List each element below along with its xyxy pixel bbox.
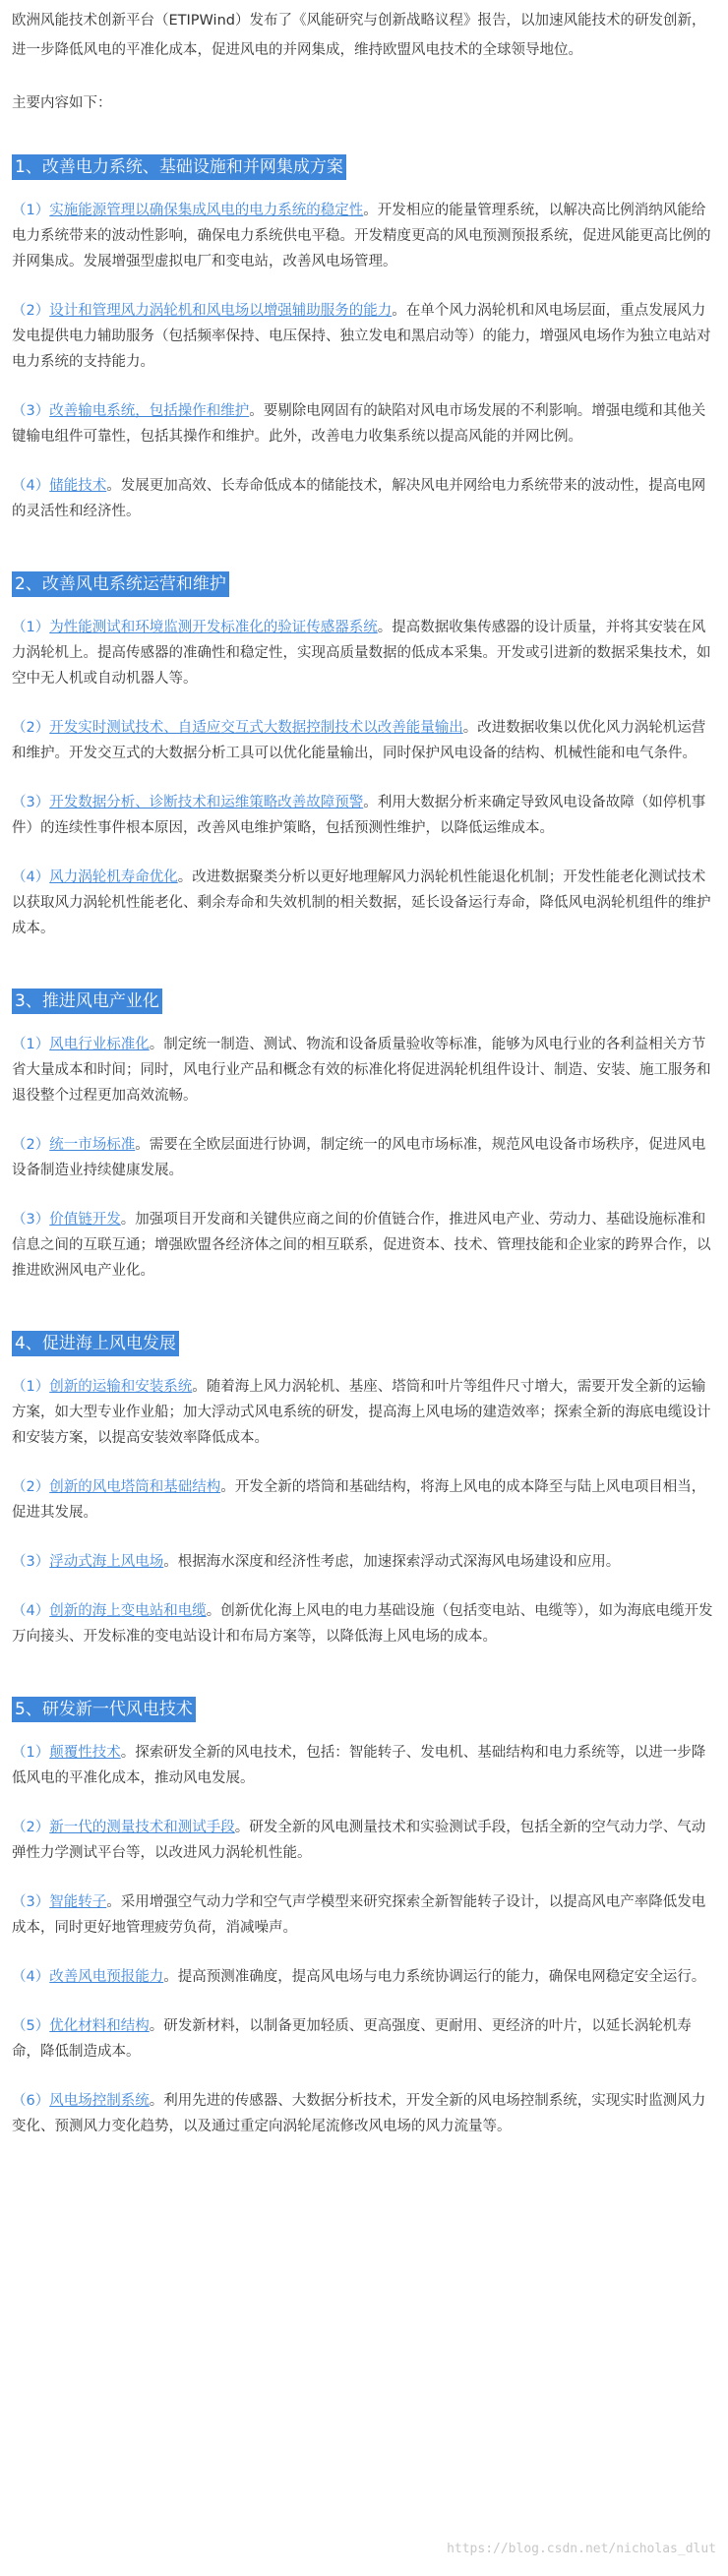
item-body: 。利用先进的传感器、大数据分析技术，开发全新的风电场控制系统，实现实时监测风力变化、预测风力变化趋势，以及通过重定向涡轮尾流修改风电场的风力流量等。 bbox=[12, 2092, 706, 2134]
item-body: 。发展更加高效、长寿命低成本的储能技术，解决风电并网给电力系统带来的波动性，提高电网的灵活性和经济性。 bbox=[12, 477, 706, 519]
item-body: 。改进数据聚类分析以更好地理解风力涡轮机性能退化机制；开发性能老化测试技术以获取风力涡轮机性能老化、剩余寿命和失效机制的相关数据，延长设备运行寿命，降低风电涡轮机组件的维护成本。 bbox=[12, 869, 711, 936]
item-title-link[interactable]: 价值链开发 bbox=[49, 1211, 121, 1228]
item-number: （3） bbox=[12, 1211, 50, 1228]
item-body: 。制定统一制造、测试、物流和设备质量验收等标准，能够为风电行业的各利益相关方节省大量成本和时间；同时，风电行业产品和概念有效的标准化将促进涡轮机组件设计、制造、安装、施工服务和退役整个过程更加高效流畅。 bbox=[12, 1036, 711, 1104]
item-body: 。提高数据收集传感器的设计质量，并将其安装在风力涡轮机上。提高传感器的准确性和稳定性，实现高质量数据的低成本采集。开发或引进新的数据采集技术，如空中无人机或自动机器人等。 bbox=[12, 619, 711, 687]
list-item bbox=[12, 865, 716, 941]
item-title-link[interactable]: 风电场控制系统 bbox=[49, 2092, 150, 2109]
list-item bbox=[12, 1032, 716, 1108]
section-heading: 1、改善电力系统、基础设施和并网集成方案 bbox=[12, 154, 346, 180]
item-body: 。在单个风力涡轮机和风电场层面，重点发展风力发电提供电力辅助服务（包括频率保持、电压保持、独立发电和黑启动等）的能力，增强风电场作为独立电站对电力系统的支持能力。 bbox=[12, 302, 711, 370]
list-item bbox=[12, 2088, 716, 2139]
item-title-link[interactable]: 智能转子 bbox=[49, 1893, 107, 1910]
item-body: 。加强项目开发商和关键供应商之间的价值链合作，推进风电产业、劳动力、基础设施标准和信息之间的互联互通；增强欧盟各经济体之间的相互联系，促进资本、技术、管理技能和企业家的跨界合作，以推进欧洲风电产业化。 bbox=[12, 1211, 711, 1279]
item-body: 。提高预测准确度，提高风电场与电力系统协调运行的能力，确保电网稳定安全运行。 bbox=[163, 1968, 706, 1985]
item-number: （4） bbox=[12, 1602, 50, 1619]
item-body: 。改进数据收集以优化风力涡轮机运营和维护。开发交互式的大数据分析工具可以优化能量输出，同时保护风电设备的结构、机械性能和电气条件。 bbox=[12, 719, 706, 761]
list-item bbox=[12, 1598, 716, 1649]
item-number: （1） bbox=[12, 1744, 50, 1761]
item-title-link[interactable]: 创新的运输和安装系统 bbox=[49, 1378, 193, 1395]
item-title-link[interactable]: 创新的风电塔筒和基础结构 bbox=[49, 1478, 221, 1495]
list-item bbox=[12, 1815, 716, 1866]
item-body: 。探索研发全新的风电技术，包括：智能转子、发电机、基础结构和电力系统等，以进一步降低风电的平准化成本，推动风电发展。 bbox=[12, 1744, 706, 1786]
item-title-link[interactable]: 开发数据分析、诊断技术和运维策略改善故障预警 bbox=[49, 794, 364, 810]
item-body: 。开发相应的能量管理系统，以解决高比例消纳风能给电力系统带来的波动性影响，确保电力系统供电平稳。开发精度更高的风电预测预报系统，促进风能更高比例的并网集成。发展增强型虚拟电厂和变电站，改善风电场管理。 bbox=[12, 202, 711, 270]
item-number: （5） bbox=[12, 2017, 50, 2034]
item-title-link[interactable]: 设计和管理风力涡轮机和风电场以增强辅助服务的能力 bbox=[49, 302, 393, 319]
list-item bbox=[12, 198, 716, 274]
sections-container bbox=[12, 131, 716, 2139]
list-item bbox=[12, 398, 716, 449]
item-title-link[interactable]: 浮动式海上风电场 bbox=[49, 1553, 164, 1570]
list-item bbox=[12, 1132, 716, 1183]
section-heading: 2、改善风电系统运营和维护 bbox=[12, 571, 229, 597]
section-heading: 4、促进海上风电发展 bbox=[12, 1331, 179, 1356]
item-number: （1） bbox=[12, 1036, 50, 1052]
item-body: 。开发全新的塔筒和基础结构，将海上风电的成本降至与陆上风电项目相当，促进其发展。 bbox=[12, 1478, 706, 1521]
list-item bbox=[12, 2013, 716, 2065]
item-body: 。创新优化海上风电的电力基础设施（包括变电站、电缆等），如为海底电缆开发万向接头、开发标准的变电站设计和布局方案等，以降低海上风电场的成本。 bbox=[12, 1602, 713, 1645]
lead-text: 主要内容如下： bbox=[12, 95, 112, 111]
item-title-link[interactable]: 新一代的测量技术和测试手段 bbox=[49, 1819, 235, 1835]
list-item bbox=[12, 1549, 716, 1575]
item-body: 。研发全新的风电测量技术和实验测试手段，包括全新的空气动力学、气动弹性力学测试平台等，以改进风力涡轮机性能。 bbox=[12, 1819, 706, 1861]
item-number: （4） bbox=[12, 1968, 50, 1985]
item-title-link[interactable]: 统一市场标准 bbox=[49, 1136, 136, 1153]
section-heading: 3、推进风电产业化 bbox=[12, 988, 162, 1014]
item-title-link[interactable]: 为性能测试和环境监测开发标准化的验证传感器系统 bbox=[49, 619, 378, 635]
item-number: （2） bbox=[12, 1136, 50, 1153]
item-title-link[interactable]: 实施能源管理以确保集成风电的电力系统的稳定性 bbox=[49, 202, 364, 218]
intro-paragraph: 欧洲风能技术创新平台（ETIPWind）发布了《风能研究与创新战略议程》报告，以加速风能技术的研发创新，进一步降低风电的平准化成本，促进风电的并网集成，维持欧盟风电技术的全球领导地位。 bbox=[12, 13, 706, 58]
item-number: （2） bbox=[12, 302, 50, 319]
list-item bbox=[12, 1964, 716, 1990]
list-item bbox=[12, 790, 716, 841]
item-title-link[interactable]: 开发实时测试技术、自适应交互式大数据控制技术以改善能量输出 bbox=[49, 719, 463, 736]
list-item bbox=[12, 298, 716, 375]
item-title-link[interactable]: 风电行业标准化 bbox=[49, 1036, 150, 1052]
item-title-link[interactable]: 改善风电预报能力 bbox=[49, 1968, 164, 1985]
item-title-link[interactable]: 颠覆性技术 bbox=[49, 1744, 121, 1761]
item-number: （2） bbox=[12, 1478, 50, 1495]
list-item bbox=[12, 1474, 716, 1526]
item-body: 。随着海上风力涡轮机、基座、塔筒和叶片等组件尺寸增大，需要开发全新的运输方案，如大型专业作业船；加大浮动式风电系统的研发，提高海上风电场的建造效率；探索全新的海底电缆设计和安装方案，以提高安装效率降低成本。 bbox=[12, 1378, 711, 1446]
item-number: （2） bbox=[12, 719, 50, 736]
item-body: 。研发新材料，以制备更加轻质、更高强度、更耐用、更经济的叶片，以延长涡轮机寿命，降低制造成本。 bbox=[12, 2017, 692, 2060]
item-title-link[interactable]: 改善输电系统，包括操作和维护 bbox=[49, 402, 250, 419]
item-number: （1） bbox=[12, 202, 50, 218]
item-number: （1） bbox=[12, 1378, 50, 1395]
item-number: （6） bbox=[12, 2092, 50, 2109]
item-title-link[interactable]: 储能技术 bbox=[49, 477, 107, 494]
item-number: （4） bbox=[12, 477, 50, 494]
item-body: 。根据海水深度和经济性考虑，加速探索浮动式深海风电场建设和应用。 bbox=[163, 1553, 621, 1570]
list-item bbox=[12, 1740, 716, 1791]
item-number: （1） bbox=[12, 619, 50, 635]
item-title-link[interactable]: 优化材料和结构 bbox=[49, 2017, 150, 2034]
list-item bbox=[12, 473, 716, 524]
item-title-link[interactable]: 创新的海上变电站和电缆 bbox=[49, 1602, 207, 1619]
list-item bbox=[12, 715, 716, 766]
watermark: https://blog.csdn.net/nicholas_dlut bbox=[447, 2542, 716, 2556]
item-number: （4） bbox=[12, 869, 50, 885]
item-number: （3） bbox=[12, 402, 50, 419]
item-body: 。需要在全欧层面进行协调，制定统一的风电市场标准，规范风电设备市场秩序，促进风电设备制造业持续健康发展。 bbox=[12, 1136, 706, 1178]
list-item bbox=[12, 1374, 716, 1451]
list-item bbox=[12, 615, 716, 691]
item-number: （2） bbox=[12, 1819, 50, 1835]
item-body: 。利用大数据分析来确定导致风电设备故障（如停机事件）的连续性事件根本原因，改善风电维护策略，包括预测性维护，以降低运维成本。 bbox=[12, 794, 706, 836]
list-item bbox=[12, 1207, 716, 1284]
item-number: （3） bbox=[12, 1893, 50, 1910]
item-title-link[interactable]: 风力涡轮机寿命优化 bbox=[49, 869, 178, 885]
section-heading: 5、研发新一代风电技术 bbox=[12, 1697, 196, 1722]
item-body: 。采用增强空气动力学和空气声学模型来研究探索全新智能转子设计，以提高风电产率降低发电成本，同时更好地管理疲劳负荷，消减噪声。 bbox=[12, 1893, 706, 1936]
list-item bbox=[12, 1889, 716, 1941]
item-number: （3） bbox=[12, 1553, 50, 1570]
item-number: （3） bbox=[12, 794, 50, 810]
item-body: 。要剔除电网固有的缺陷对风电市场发展的不利影响。增强电缆和其他关键输电组件可靠性，包括其操作和维护。此外，改善电力收集系统以提高风能的并网比例。 bbox=[12, 402, 706, 445]
